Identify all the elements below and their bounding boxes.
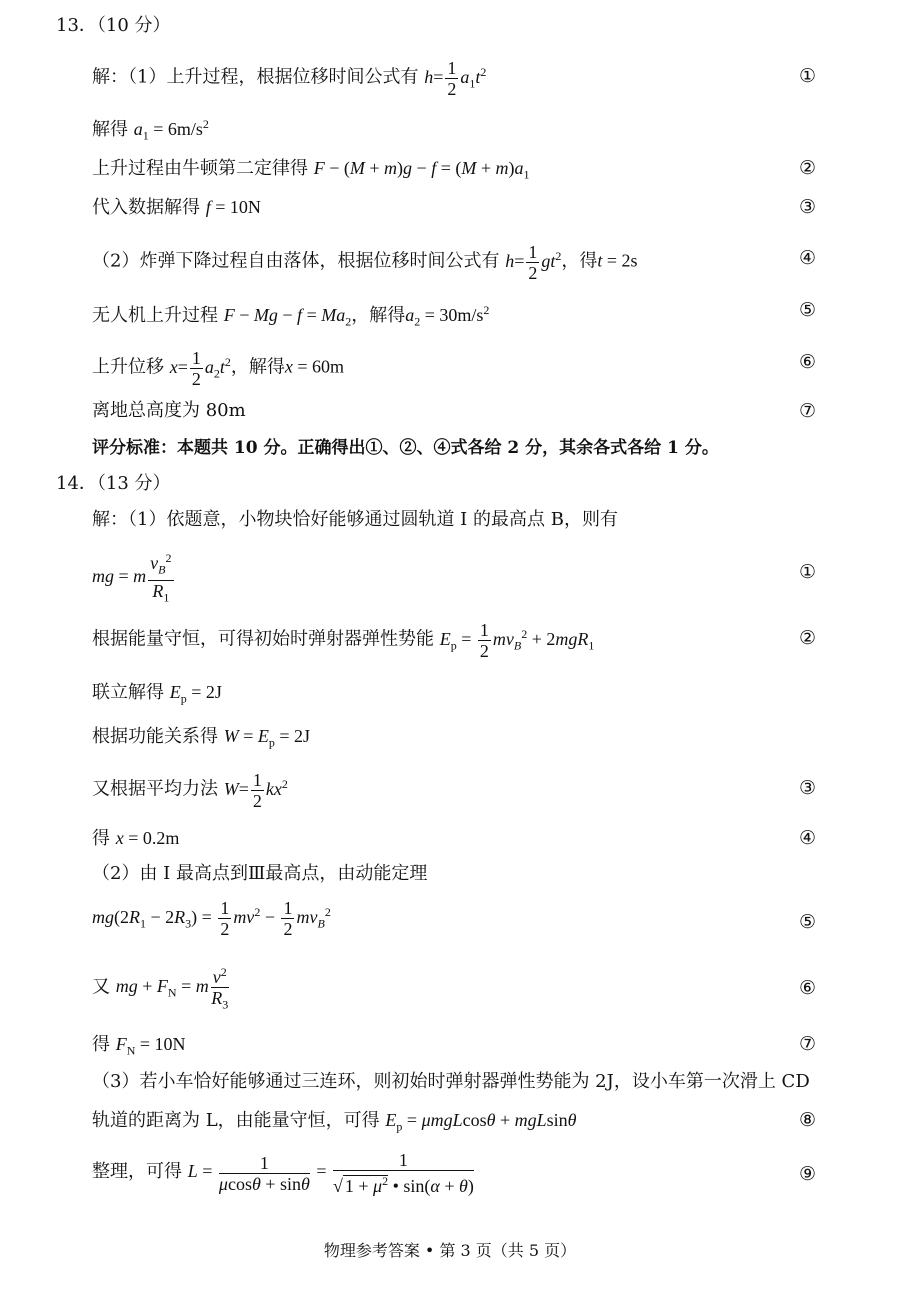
q14-line-14: [92, 1150, 476, 1196]
text: 代入数据解得: [92, 197, 200, 218]
q14-line-13: [92, 1108, 577, 1139]
text: 得: [92, 828, 110, 849]
mark-7: ⑦: [798, 400, 816, 422]
page-footer: 物理参考答案 • 第 3 页（共 5 页）: [323, 1241, 577, 1260]
formula-fn-result: $F_N = 10N$: [115, 1034, 186, 1058]
mark-3: ③: [798, 196, 816, 218]
mark-10: ③: [798, 777, 816, 799]
q13-header: 13．（10 分）: [56, 15, 171, 36]
text: 上升位移: [92, 356, 164, 378]
formula-fn: mg + $F_N = m$ $\frac{v^2}{R_3}$: [116, 976, 231, 996]
mark-9: ②: [798, 627, 816, 649]
mark-2: ②: [798, 157, 816, 179]
mark-6: ⑥: [798, 351, 816, 373]
text: 解：（1）上升过程，根据位移时间公式有: [92, 66, 419, 88]
q14-line-11: [92, 1032, 186, 1063]
text: ，得: [561, 250, 598, 272]
q14-line-3: [92, 620, 594, 661]
formula-newton: $F - (M + m)g - f = (M + m)a_1$: [313, 158, 530, 182]
formula-a1: $a_1 = 6m/s^2$: [133, 117, 209, 143]
formula-energy: $mg(2R_1 - 2R_3)$ = $\frac{1}{2}$ $mv^2$ − $\frac{1}{2}$ $mv_B^2$: [92, 898, 331, 939]
formula-x2: x = 0.2m: [115, 828, 180, 848]
text: 又: [92, 976, 110, 998]
q13-line-1: [92, 58, 486, 99]
text: ，解得: [351, 305, 406, 326]
q14-line-8: （2）由 I 最高点到Ⅲ最高点，由动能定理: [92, 863, 428, 884]
formula-x: x= $\frac{1}{2}$ $a_2t^2$: [169, 348, 231, 389]
mark-1: ①: [798, 65, 816, 87]
q13-line-4: [92, 195, 261, 220]
formula-drone: $F - Mg - f = Ma_2$: [223, 305, 352, 329]
text: 解得: [92, 119, 128, 140]
formula-ep: $E_p$ = $\frac{1}{2}$ $mv_B^2 + 2mgR_1$: [439, 620, 595, 661]
mark-4: ④: [798, 247, 816, 269]
q14-line-7: [92, 826, 179, 851]
formula-f: f = 10N: [205, 197, 261, 217]
text: 无人机上升过程: [92, 305, 218, 326]
q13-line-8: 离地总高度为 80m: [92, 400, 246, 421]
text: 根据能量守恒，可得初始时弹射器弹性势能: [92, 628, 434, 650]
mark-11: ④: [798, 827, 816, 849]
text: 上升过程由牛顿第二定律得: [92, 158, 308, 179]
q14-line-4: [92, 680, 222, 711]
formula-ep-result: $E_p = 2J$: [169, 682, 222, 706]
mark-14: ⑦: [798, 1033, 816, 1055]
formula-x-result: x = 60m: [284, 356, 345, 377]
q13-line-7: [92, 348, 344, 389]
q14-line-2: [92, 548, 176, 607]
mark-13: ⑥: [798, 977, 816, 999]
formula-t: t = 2s: [597, 250, 638, 271]
formula-l: L = $\frac{1}{\mu\cos\theta + \sin\theta}$ = $\frac{1}{√ 1 + \mu^2 • \sin(\alpha + \theta)}$: [187, 1150, 474, 1196]
text: 整理，可得: [92, 1161, 182, 1183]
mark-16: ⑨: [798, 1163, 816, 1185]
formula-w: $W = E_p = 2J$: [223, 726, 311, 750]
text: 轨道的距离为 L，由能量守恒，可得: [92, 1110, 380, 1131]
q14-line-10: [92, 962, 231, 1015]
formula-energy-cd: $E_p = \mu mgLcos\theta + mgLsin\theta$: [385, 1110, 577, 1134]
mark-5: ⑤: [798, 299, 816, 321]
formula-freefall: h= $\frac{1}{2}$ $gt^2$: [505, 242, 562, 283]
q14-line-12: （3）若小车恰好能够通过三连环，则初始时弹射器弹性势能为 2J，设小车第一次滑上 CD: [92, 1071, 810, 1092]
q14-line-1: 解：（1）依题意，小物块恰好能够通过圆轨道 I 的最高点 B，则有: [92, 509, 618, 530]
mark-8: ①: [798, 561, 816, 583]
q13-line-6: [92, 298, 489, 334]
mark-12: ⑤: [798, 911, 816, 933]
q13-line-3: [92, 156, 530, 187]
text: ，解得: [230, 356, 285, 378]
q14-line-6: [92, 770, 288, 811]
q14-line-9: [92, 898, 331, 939]
q13-line-5: [92, 242, 638, 283]
mark-15: ⑧: [798, 1109, 816, 1131]
text: 又根据平均力法: [92, 778, 218, 800]
formula-a2: $a_2 = 30m/s^2$: [405, 303, 490, 329]
q13-scoring: 评分标准：本题共 10 分。正确得出①、②、④式各给 2 分，其余各式各给 1 分。: [92, 438, 719, 458]
q13-line-2: [92, 112, 209, 148]
text: 得: [92, 1034, 110, 1055]
formula-avg-force: W= $\frac{1}{2}$ $kx^2$: [223, 770, 288, 811]
formula-h: h= $\frac{1}{2}$ $a_1t^2$: [424, 58, 487, 99]
text: 根据功能关系得: [92, 726, 218, 747]
text: 联立解得: [92, 682, 164, 703]
formula-mg: mg = m $\frac{v_B^2}{R_1}$: [92, 566, 176, 586]
q14-header: 14．（13 分）: [56, 473, 171, 494]
q14-line-5: [92, 724, 310, 755]
text: （2）炸弹下降过程自由落体，根据位移时间公式有: [92, 250, 500, 272]
